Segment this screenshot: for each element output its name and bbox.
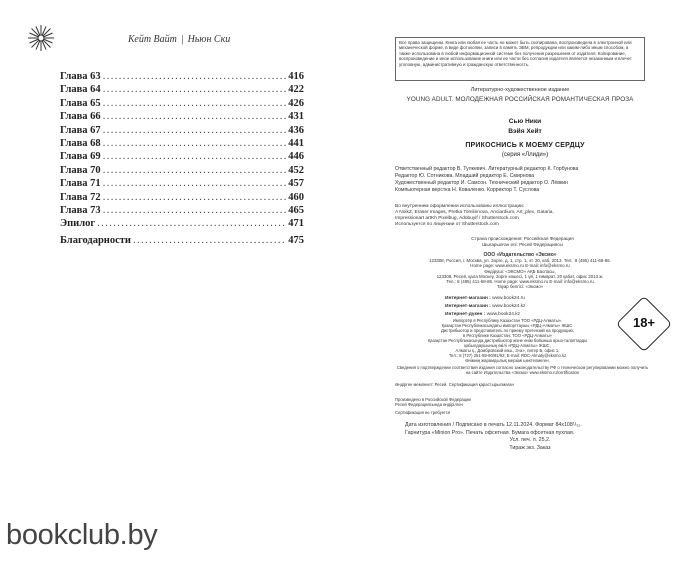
certification-note: Сертификация не требуется bbox=[395, 410, 451, 415]
toc-leader bbox=[103, 110, 287, 123]
store-url: www.book24.ru bbox=[492, 296, 525, 301]
star-ornament-icon bbox=[27, 24, 55, 52]
credit-line: Редактор Ю. Сотникова. Младший редактор Е. Смирнова bbox=[395, 173, 535, 179]
toc-page: 422 bbox=[288, 84, 304, 96]
age-rating-badge: 18+ bbox=[632, 315, 656, 330]
store-url: www.book24.kz bbox=[492, 304, 526, 309]
publisher-info bbox=[395, 253, 645, 289]
toc-leader bbox=[103, 150, 287, 163]
toc-leader bbox=[103, 191, 287, 204]
credit-line: Во внутреннем оформлении использованы иллюстрации: bbox=[395, 204, 525, 209]
toc-leader bbox=[133, 234, 286, 247]
header-author-b: Ньюн Ски bbox=[187, 34, 231, 45]
toc-label: Глава 70 bbox=[60, 164, 101, 176]
info-line: Произведено в Российской Федерации bbox=[395, 397, 471, 402]
toc-leader bbox=[103, 204, 287, 217]
author-name: Сью Ники bbox=[508, 118, 542, 125]
toc-row bbox=[60, 217, 304, 230]
store-line bbox=[445, 303, 595, 311]
toc-page: 475 bbox=[288, 234, 304, 246]
toc-leader bbox=[103, 137, 287, 150]
copyright-notice: Все права защищены. Книга или любая ее часть не может быть скопирована, воспроизведена в электронной или механической форме, в виде фотокопии, записи в память ЭВМ, репродукции или каким-либо иным способом, а также использована в любой информационной системе без получения разрешения от издателя. Копирование, воспроизведение и иное использование книги или ее части без согласия издателя является незаконным и влечет уголовную, административную и гражданскую ответственность. bbox=[395, 37, 645, 81]
info-line: Қазақстан Республикасындағы импорттаушы «РДЦ-Алматы» ЖШС. bbox=[441, 323, 574, 328]
publisher-name: ООО «Издательство «Эксмо» bbox=[483, 252, 557, 258]
toc-leader bbox=[103, 83, 287, 96]
header-separator: | bbox=[180, 34, 184, 45]
toc-row bbox=[60, 137, 304, 150]
conformity-notice: Сведения о подтверждении соответствия издания согласно законодательству РФ о техническом регулировании можно получить на сайте Издательства «Эксмо» www.eksmo.ru/certification bbox=[396, 365, 649, 375]
store-label: Интернет-дүкен : bbox=[445, 312, 486, 317]
toc-label: Глава 69 bbox=[60, 151, 101, 163]
info-line: Тел.: 8 (727) 251-59-90/91/92; E-mail: RDC-Almaty@eksmo.kz bbox=[448, 353, 567, 358]
toc-page: 416 bbox=[288, 71, 304, 82]
toc-leader bbox=[103, 124, 287, 137]
toc-label: Глава 71 bbox=[60, 178, 101, 190]
series-name: YOUNG ADULT. МОЛОДЕЖНАЯ РОССИЙСКАЯ РОМАНТИЧЕСКАЯ ПРОЗА bbox=[406, 96, 634, 103]
toc-row bbox=[60, 150, 304, 163]
book-authors bbox=[445, 117, 605, 137]
book-title: ПРИКОСНИСЬ К МОЕМУ СЕРДЦУ bbox=[465, 142, 585, 149]
toc-label: Глава 63 bbox=[60, 71, 101, 82]
table-of-contents bbox=[60, 70, 304, 247]
toc-label: Глава 67 bbox=[60, 124, 101, 136]
toc-label: Глава 68 bbox=[60, 137, 101, 149]
store-url: www.book24.kz bbox=[486, 312, 521, 317]
online-stores bbox=[445, 295, 595, 319]
made-in bbox=[395, 397, 625, 407]
info-line: 123308, Ресей, қала Мәскеу, Зорге көшесі, 1 үй, 1 ғимарат, 20 қабат, офис 2013 ж. bbox=[436, 273, 604, 279]
toc-label: Глава 66 bbox=[60, 111, 101, 123]
info-line: Өндіруші: «ЭКСМО» АҚБ Баспасы, bbox=[484, 268, 556, 274]
info-line: в Республике Казахстан: ТОО «РДЦ-Алматы» bbox=[463, 333, 552, 338]
toc-row bbox=[60, 191, 304, 204]
info-line: Қазақстан Республикасында дистрибьютор және өнім бойынша арыз-талаптарды bbox=[427, 338, 588, 343]
country-of-origin bbox=[395, 236, 650, 248]
toc-row bbox=[60, 70, 304, 83]
toc-label: Благодарности bbox=[60, 234, 131, 246]
print-line: Гарнитура «Minion Pro». Печать офсетная. Бумага офсетная пухлая. bbox=[405, 429, 575, 436]
right-page bbox=[350, 0, 700, 565]
info-line: Тауар белгісі: «Эксмо» bbox=[496, 284, 544, 290]
tech-regulation-note: Өндірген мемлекет: Ресей. Сертификация қарастырылмаған bbox=[395, 382, 514, 387]
literary-edition-label: Литературно-художественное издание bbox=[470, 87, 570, 93]
info-line: Алматы қ., Домбровский көш., 3«а», литер Б, офис 1. bbox=[455, 348, 560, 353]
store-label: Интернет-магазин : bbox=[445, 296, 491, 301]
info-line: Шығарылған елі: Ресей Федерациясы bbox=[482, 241, 563, 247]
header-author-a: Кейт Вайт bbox=[128, 34, 177, 45]
info-line: Ресей Федерациясында өндірілген bbox=[395, 402, 463, 407]
toc-label: Глава 73 bbox=[60, 204, 101, 216]
print-line: Дата изготовления / Подписано в печать 12.11.2024. Формат 84x108¹/₃₂. bbox=[405, 422, 582, 428]
info-line: Өнімнің жарамдылық мерзімі шектелмеген. bbox=[465, 358, 550, 363]
toc-label: Глава 72 bbox=[60, 191, 101, 203]
toc-label: Эпилог bbox=[60, 218, 96, 230]
toc-row bbox=[60, 177, 304, 190]
toc-row bbox=[60, 124, 304, 137]
illustration-credits bbox=[395, 204, 650, 228]
toc-leader bbox=[103, 164, 287, 177]
author-name: Вэйя Хейт bbox=[508, 128, 542, 135]
toc-label: Глава 65 bbox=[60, 97, 101, 109]
toc-page: 431 bbox=[288, 111, 304, 123]
print-line: Усл. печ. л. 25,2. bbox=[509, 437, 551, 443]
toc-leader bbox=[103, 97, 287, 110]
toc-leader bbox=[103, 70, 287, 83]
toc-page: 457 bbox=[288, 178, 304, 190]
toc-label: Глава 64 bbox=[60, 84, 101, 96]
credit-line: Компьютерная верстка Н. Коваленко. Корректор Т. Суслова bbox=[395, 187, 540, 193]
info-line: Импортёр в Республику Казахстан ТОО «РДЦ-Алматы». bbox=[452, 318, 563, 323]
toc-page: 452 bbox=[288, 164, 304, 176]
info-line: қабылдаушының өкілі «РДЦ-Алматы» ЖШС, bbox=[464, 343, 551, 348]
info-line: Дистрибьютор и представитель по приему претензий на продукцию, bbox=[441, 328, 574, 333]
print-details bbox=[405, 422, 655, 452]
toc-row bbox=[60, 164, 304, 177]
toc-page: 446 bbox=[288, 151, 304, 163]
toc-row bbox=[60, 110, 304, 123]
toc-page: 436 bbox=[288, 124, 304, 136]
info-line: Тел.: 8 (495) 411-68-86. Home page: www.eksmo.ru E-mail: info@eksmo.ru bbox=[446, 279, 594, 285]
toc-page: 471 bbox=[288, 218, 304, 230]
toc-row bbox=[60, 83, 304, 96]
credit-line: Ответственный редактор В. Тулкевич. Литературный редактор К. Горбунова bbox=[395, 166, 579, 172]
credit-line: Impressionart artKh Pixelbug, Adobuyif / Shutterstock.com bbox=[395, 216, 519, 221]
toc-page: 465 bbox=[288, 204, 304, 216]
editors-credits bbox=[395, 166, 650, 194]
site-watermark: bookclub.by bbox=[6, 519, 158, 551]
running-header bbox=[128, 34, 288, 45]
importer-info bbox=[395, 318, 620, 363]
toc-leader bbox=[97, 217, 286, 230]
toc-page: 441 bbox=[288, 137, 304, 149]
toc-leader bbox=[103, 177, 287, 190]
info-line: Страна происхождения: Российская Федерация bbox=[471, 236, 574, 241]
info-line: 123308, Россия, г. Москва, ул. Зорге, д. 1, стр. 1, эт. 20, каб. 2013. Тел.: 8 (495) 411-68-86. bbox=[429, 258, 611, 264]
store-label: Интернет-магазин : bbox=[445, 304, 491, 309]
toc-page: 460 bbox=[288, 191, 304, 203]
toc-row bbox=[60, 204, 304, 217]
store-line bbox=[445, 295, 595, 303]
toc-row bbox=[60, 97, 304, 110]
book-subtitle: (серия «Ллиди») bbox=[501, 152, 549, 158]
toc-page: 426 bbox=[288, 97, 304, 109]
credit-line: Художественный редактор И. Самсон. Технический редактор О. Лёвкин bbox=[395, 180, 569, 186]
credit-line: Используется по лицензии от Shutterstock.com bbox=[395, 222, 499, 227]
credit-line: A NoikZ, Eraser Images, Pretka Tomlinnova, Anciardium, Art_plex, Gataria, bbox=[395, 210, 554, 215]
toc-row bbox=[60, 234, 304, 247]
info-line: Home page: www.eksmo.ru E-mail: info@eksmo.ru bbox=[470, 263, 570, 269]
print-line: Тираж экз. Заказ bbox=[509, 444, 551, 451]
